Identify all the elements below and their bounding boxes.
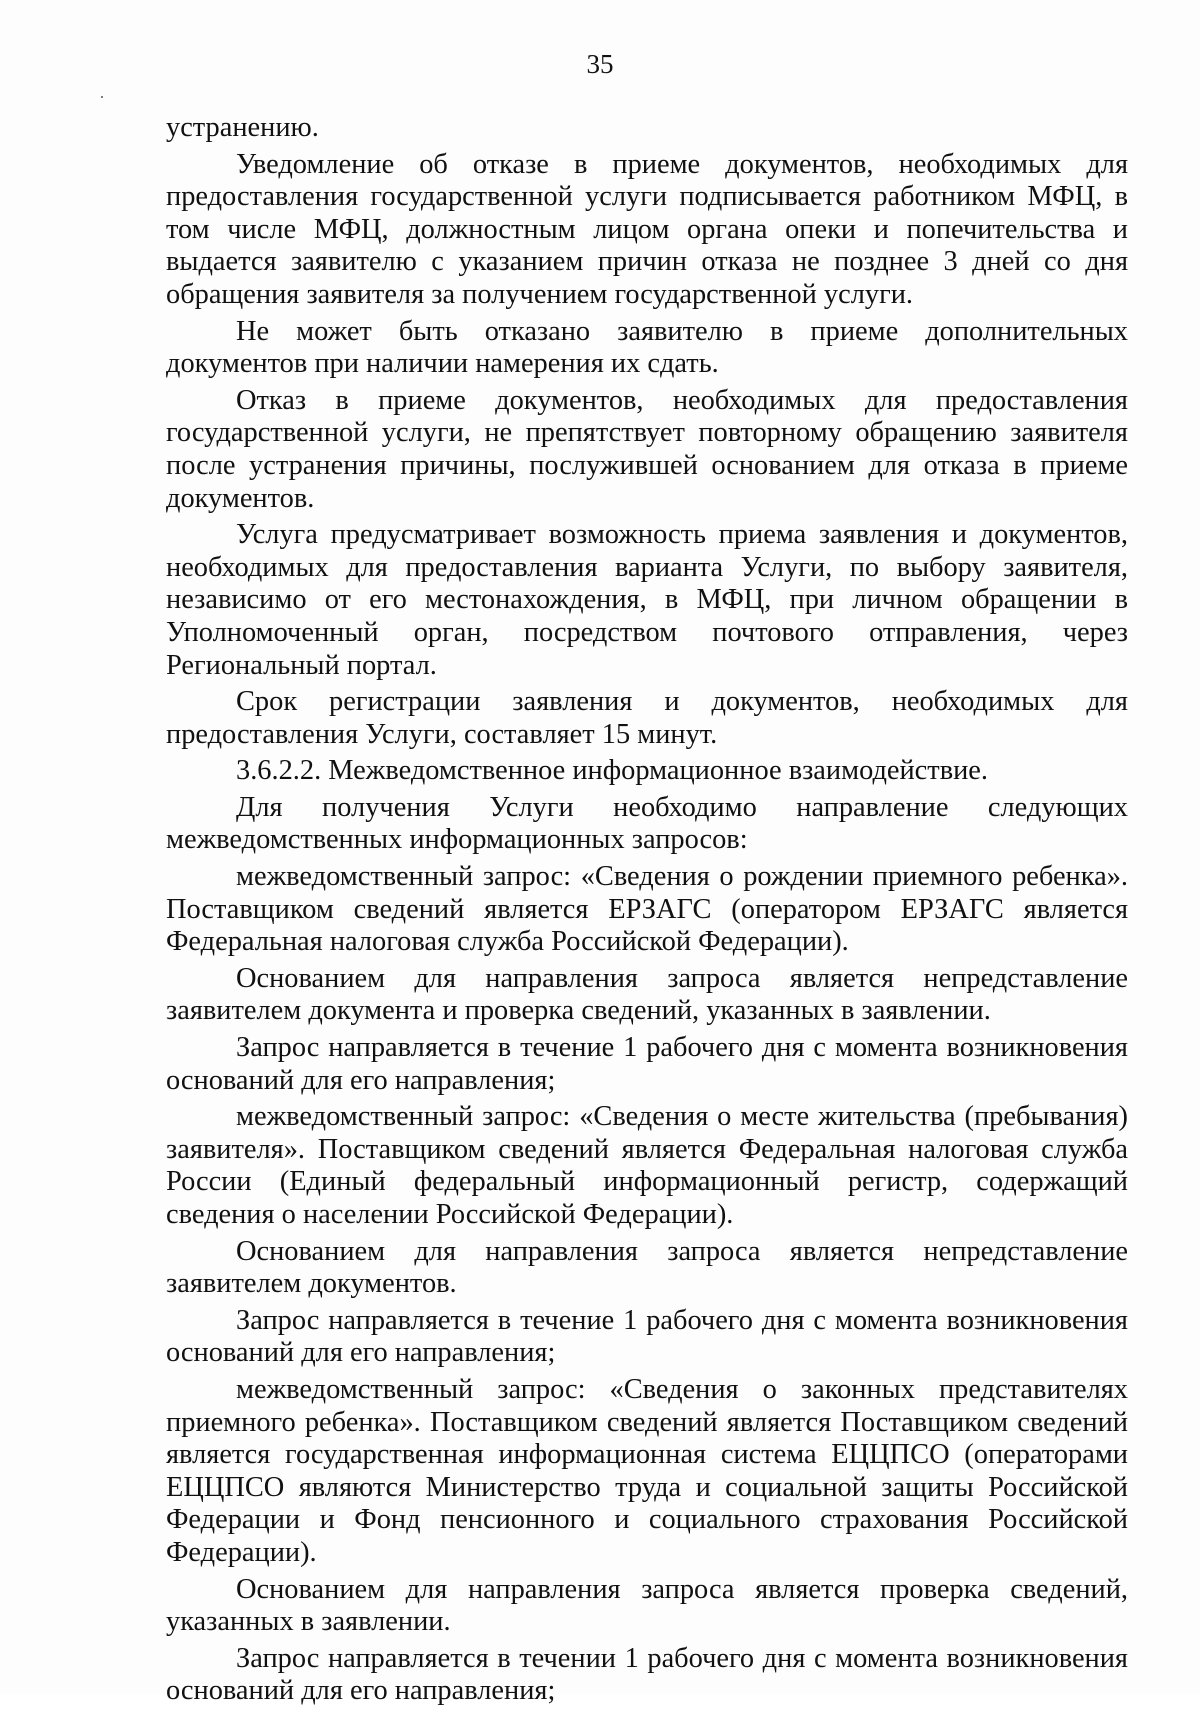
paragraph: Для получения Услуги необходимо направление следующих межведомственных информационных запросов: <box>166 791 1128 856</box>
section-heading: 3.6.2.2. Межведомственное информационное взаимодействие. <box>236 755 988 787</box>
page-number: 35 <box>586 49 614 79</box>
paragraph: Основанием для направления запроса является непредставление заявителем документов. <box>166 1235 1128 1300</box>
paragraph: Запрос направляется в течение 1 рабочего дня с момента возникновения оснований для его направления; <box>166 1032 1128 1096</box>
document-body <box>166 112 1128 1712</box>
paragraph: межведомственный запрос: «Сведения о законных представителях приемного ребенка». Поставщиком сведений является Поставщиком сведений является государственная информационная система ЕЦЦПСО (операторами ЕЦЦПСО являются Министерство труда и социальной защиты Российской Федерации и Фонд пенсионного и социального страхования Российской Федерации). <box>166 1373 1128 1568</box>
scan-speck <box>101 96 103 98</box>
paragraph: межведомственный запрос: «Сведения о рождении приемного ребенка». Поставщиком сведений является ЕРЗАГС (оператором ЕРЗАГС является Федеральная налоговая служба Российской Федерации). <box>166 861 1128 958</box>
paragraph: Запрос направляется в течение 1 рабочего дня с момента возникновения оснований для его направления; <box>166 1304 1128 1369</box>
paragraph: Отказ в приеме документов, необходимых для предоставления государственной услуги, не препятствует повторному обращению заявителя после устранения причины, послужившей основанием для отказа в приеме документов. <box>166 384 1128 514</box>
paragraph: Срок регистрации заявления и документов, необходимых для предоставления Услуги, составляет 15 минут. <box>166 686 1128 750</box>
paragraph: Услуга предусматривает возможность приема заявления и документов, необходимых для предоставления варианта Услуги, по выбору заявителя, независимо от его местонахождения, в МФЦ, при личном обращении в Уполномоченный орган, посредством почтового отправления, через Региональный портал. <box>166 519 1128 681</box>
paragraph: Основанием для направления запроса является непредставление заявителем документа и проверка сведений, указанных в заявлении. <box>166 962 1128 1027</box>
paragraph: Запрос направляется в течении 1 рабочего дня с момента возникновения оснований для его направления; <box>166 1642 1128 1707</box>
paragraph: Основанием для направления запроса является проверка сведений, указанных в заявлении. <box>166 1573 1128 1638</box>
paragraph: Уведомление об отказе в приеме документов, необходимых для предоставления государственной услуги подписывается работником МФЦ, в том числе МФЦ, должностным лицом органа опеки и попечительства и выдается заявителю с указанием причин отказа не позднее 3 дней со дня обращения заявителя за получением государственной услуги. <box>166 148 1128 310</box>
paragraph: межведомственный запрос: «Сведения о месте жительства (пребывания) заявителя». Поставщиком сведений является Федеральная налоговая служба России (Единый федеральный информационный регистр, содержащий сведения о населении Российской Федерации). <box>166 1101 1128 1230</box>
paragraph: устранению. <box>166 112 319 143</box>
paragraph: Не может быть отказано заявителю в приеме дополнительных документов при наличии намерения их сдать. <box>166 315 1128 380</box>
